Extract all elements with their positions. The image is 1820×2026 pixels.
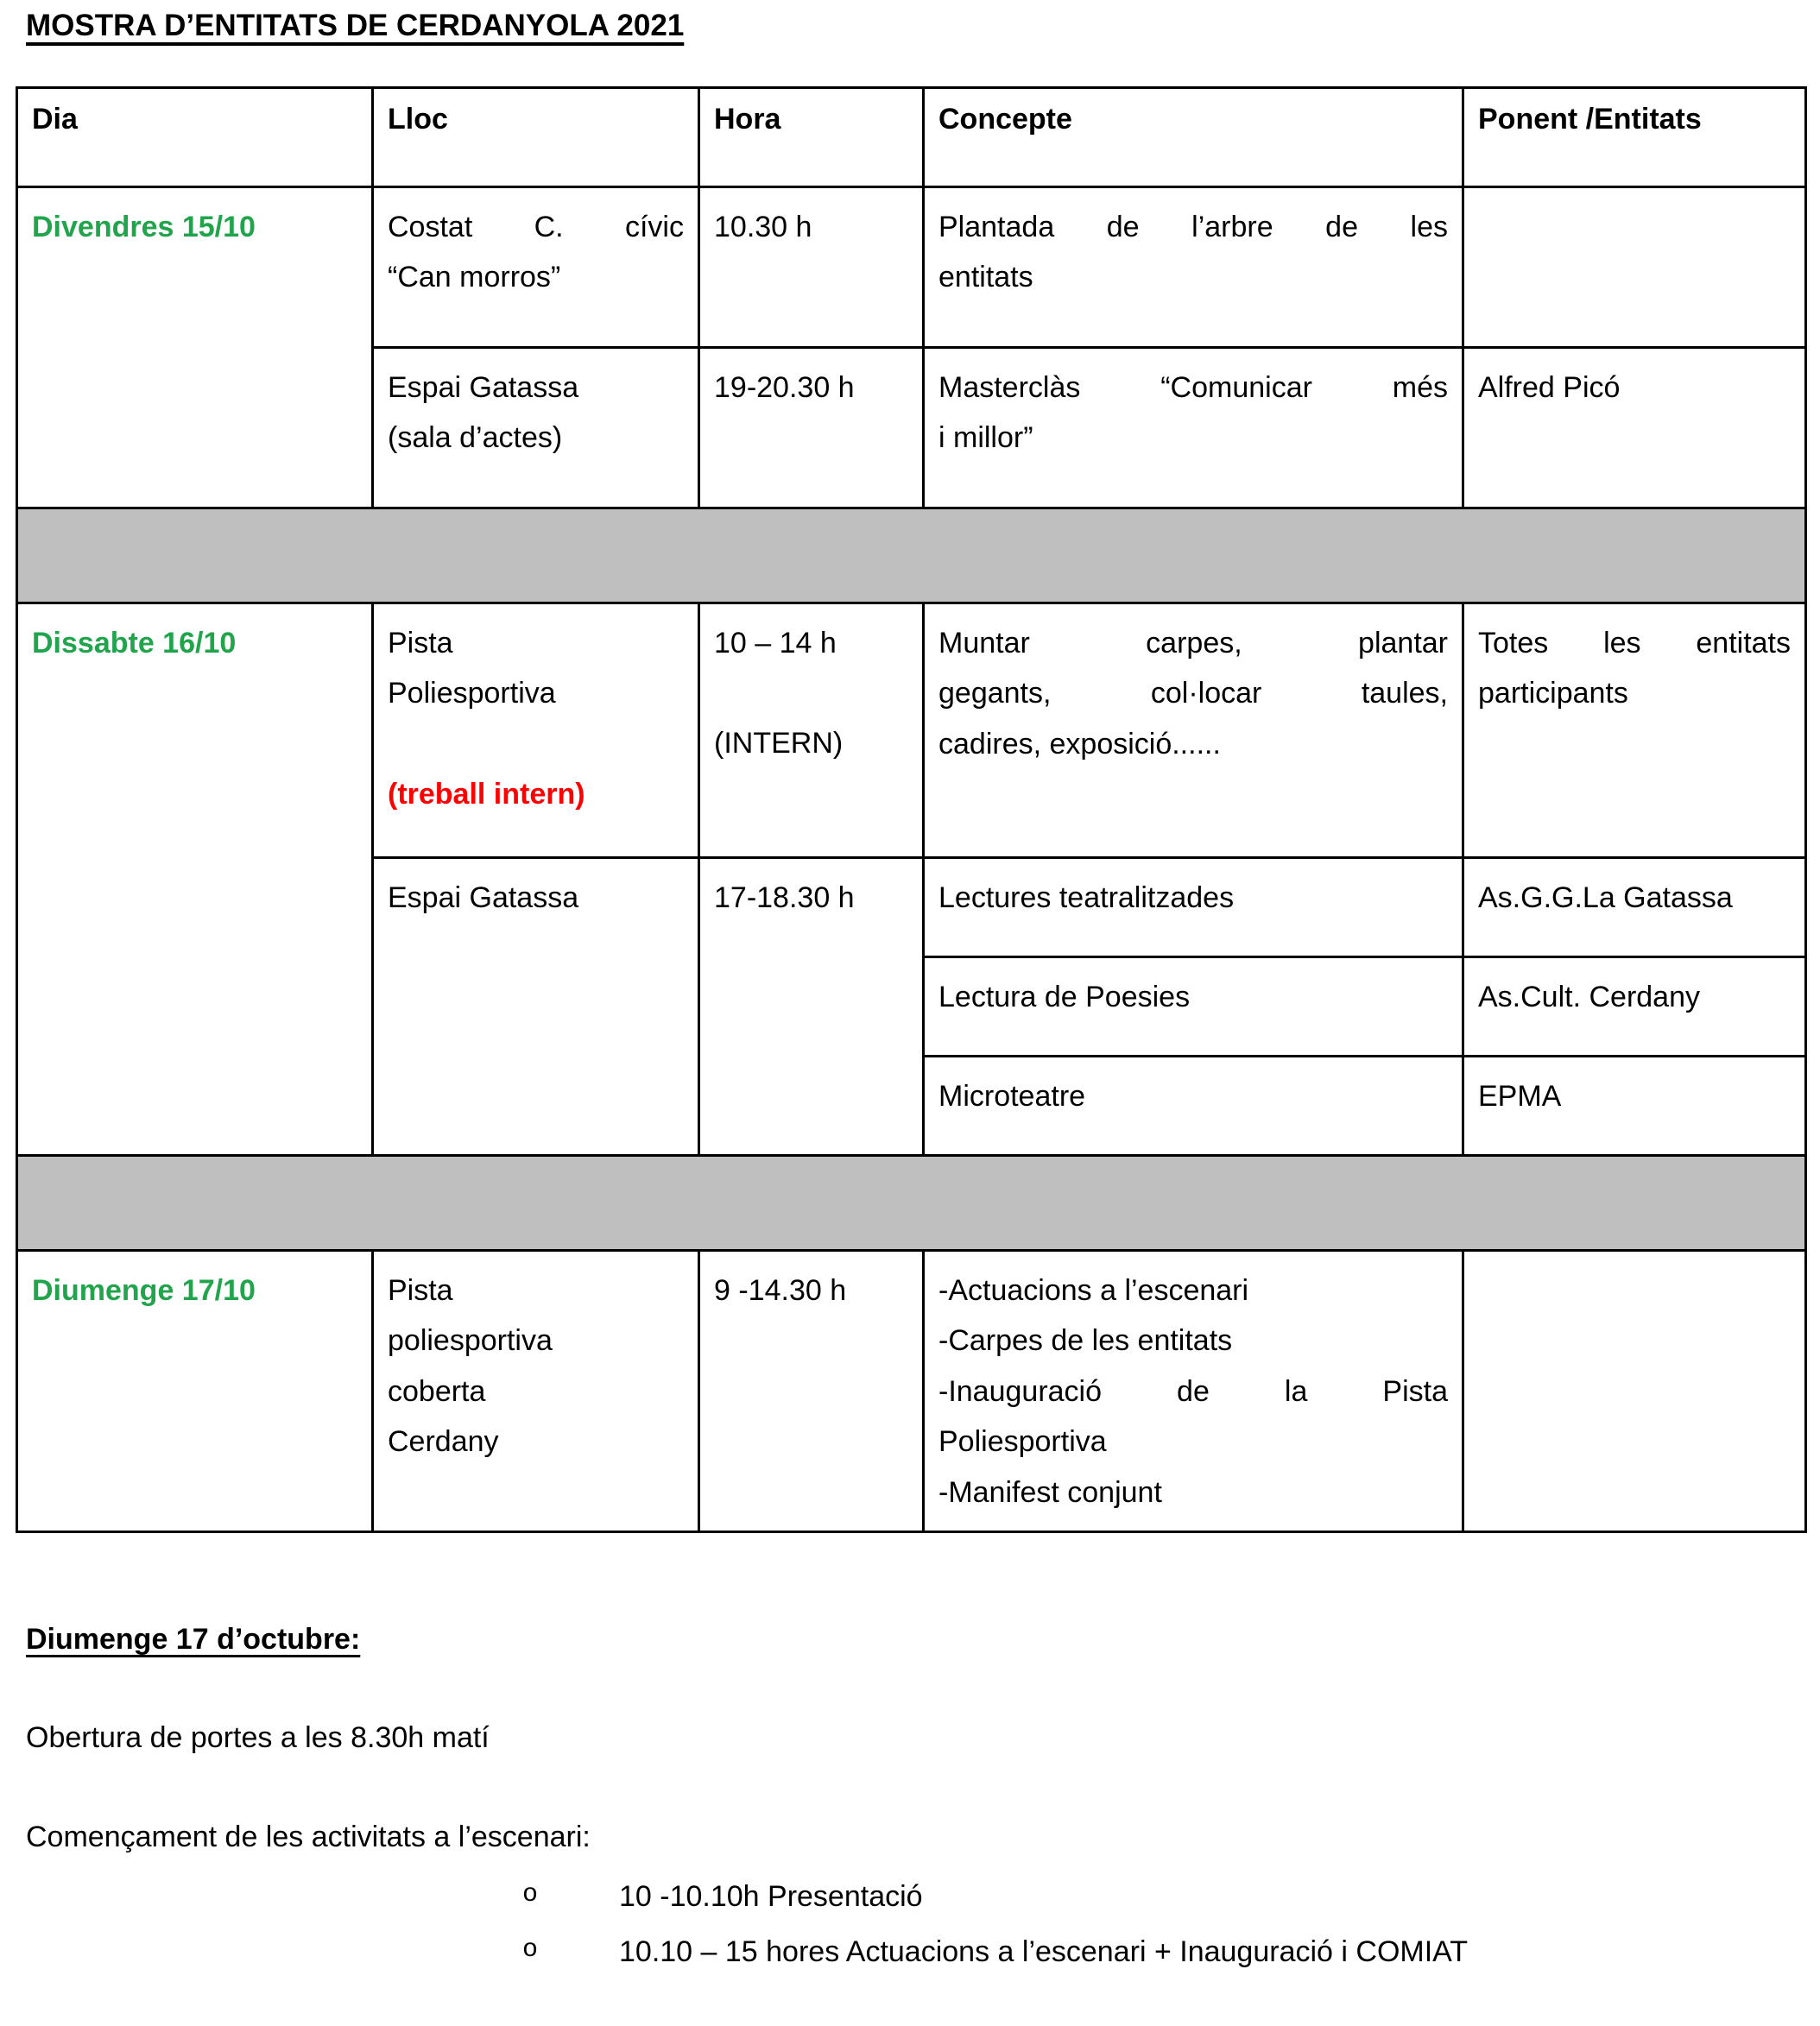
cell-dissabte1-lloc bbox=[373, 603, 699, 858]
col-header-dia: Dia bbox=[17, 88, 373, 187]
concepte-line: Lectures teatralitzades bbox=[938, 881, 1235, 914]
lloc-line: (sala d’actes) bbox=[388, 421, 563, 455]
separator-band bbox=[17, 508, 1806, 603]
concepte-line: entitats bbox=[938, 261, 1033, 294]
concepte-line: Lectura de Poesies bbox=[938, 981, 1191, 1013]
ponent-value: Alfred Picó bbox=[1478, 371, 1621, 404]
col-header-lloc: Lloc bbox=[373, 88, 699, 187]
cell-divendres1-ponent bbox=[1463, 187, 1806, 348]
separator-row-1 bbox=[17, 508, 1806, 603]
table-row-dissabte-1 bbox=[17, 603, 1806, 858]
lloc-line: Espai Gatassa bbox=[388, 371, 579, 404]
ponent-line: participants bbox=[1478, 677, 1628, 710]
cell-dissabte2-ponent-1 bbox=[1463, 858, 1806, 957]
schedule-table bbox=[16, 86, 1807, 1533]
cell-dissabte-day bbox=[17, 603, 373, 1156]
ponent-value: EPMA bbox=[1478, 1080, 1562, 1113]
lloc-line: Poliesportiva bbox=[388, 677, 556, 710]
cell-dissabte2-ponent-2 bbox=[1463, 957, 1806, 1057]
day-label-divendres: Divendres 15/10 bbox=[32, 211, 256, 243]
cell-dissabte2-hora bbox=[699, 858, 924, 1156]
bullet-text: 10.10 – 15 hores Actuacions a l’escenari + Inauguració i COMIAT bbox=[619, 1935, 1469, 1969]
header-row bbox=[17, 88, 1806, 187]
lloc-line: poliesportiva bbox=[388, 1324, 553, 1358]
hora-value: 19-20.30 h bbox=[714, 371, 855, 404]
cell-divendres2-lloc bbox=[373, 348, 699, 508]
cell-dissabte2-lloc bbox=[373, 858, 699, 1156]
cell-divendres2-ponent bbox=[1463, 348, 1806, 508]
cell-dissabte2-concepte-1 bbox=[924, 858, 1463, 957]
concepte-line: Poliesportiva bbox=[938, 1425, 1107, 1459]
hora-value: 17-18.30 h bbox=[714, 881, 855, 914]
footer-heading: Diumenge 17 d’octubre: bbox=[26, 1623, 361, 1656]
lloc-line: Espai Gatassa bbox=[388, 881, 579, 914]
footer-section bbox=[26, 1623, 1820, 1970]
col-header-concepte: Concepte bbox=[924, 88, 1463, 187]
footer-line-obertura: Obertura de portes a les 8.30h matí bbox=[26, 1721, 490, 1754]
col-header-hora: Hora bbox=[699, 88, 924, 187]
cell-dissabte2-concepte-3 bbox=[924, 1057, 1463, 1156]
cell-diumenge-ponent bbox=[1463, 1251, 1806, 1532]
cell-diumenge-day bbox=[17, 1251, 373, 1532]
concepte-line: Masterclàs “Comunicar més bbox=[938, 371, 1448, 404]
concepte-line: gegants, col·locar taules, bbox=[938, 677, 1448, 710]
cell-divendres2-hora bbox=[699, 348, 924, 508]
hora-note: (INTERN) bbox=[714, 727, 844, 761]
list-item bbox=[26, 1934, 1820, 1970]
cell-dissabte1-ponent bbox=[1463, 603, 1806, 858]
lloc-line: Pista bbox=[388, 627, 453, 660]
blank-line bbox=[388, 719, 684, 769]
table-row-divendres-1 bbox=[17, 187, 1806, 348]
cell-diumenge-lloc bbox=[373, 1251, 699, 1532]
cell-dissabte1-concepte bbox=[924, 603, 1463, 858]
list-item bbox=[26, 1879, 1820, 1915]
cell-dissabte2-concepte-2 bbox=[924, 957, 1463, 1057]
concepte-line: -Inauguració de la Pista bbox=[938, 1374, 1448, 1408]
concepte-line: -Carpes de les entitats bbox=[938, 1324, 1233, 1358]
concepte-line: i millor” bbox=[938, 421, 1033, 455]
concepte-line: -Actuacions a l’escenari bbox=[938, 1274, 1249, 1307]
table-row-diumenge bbox=[17, 1251, 1806, 1532]
bullet-circle-marker: o bbox=[522, 1935, 539, 1966]
concepte-line: cadires, exposició...... bbox=[938, 727, 1221, 761]
doc-title: MOSTRA D’ENTITATS DE CERDANYOLA 2021 bbox=[26, 9, 685, 42]
hora-value: 9 -14.30 h bbox=[714, 1274, 847, 1307]
separator-band bbox=[17, 1156, 1806, 1251]
bullet-circle-marker: o bbox=[522, 1879, 539, 1909]
cell-divendres1-concepte bbox=[924, 187, 1463, 348]
col-header-ponent: Ponent /Entitats bbox=[1463, 88, 1806, 187]
ponent-value: As.Cult. Cerdany bbox=[1478, 981, 1700, 1013]
lloc-line: coberta bbox=[388, 1374, 486, 1408]
cell-dissabte1-hora bbox=[699, 603, 924, 858]
cell-divendres2-concepte bbox=[924, 348, 1463, 508]
footer-bullet-list bbox=[26, 1879, 1820, 1971]
ponent-value: As.G.G.La Gatassa bbox=[1478, 881, 1733, 914]
concepte-line: Plantada de l’arbre de les bbox=[938, 211, 1448, 243]
cell-dissabte2-ponent-3 bbox=[1463, 1057, 1806, 1156]
hora-value: 10 – 14 h bbox=[714, 627, 837, 660]
blank-line bbox=[714, 668, 908, 718]
lloc-line: “Can morros” bbox=[388, 261, 561, 294]
lloc-line: Costat C. cívic bbox=[388, 211, 684, 243]
concepte-line: Muntar carpes, plantar bbox=[938, 627, 1448, 660]
bullet-text: 10 -10.10h Presentació bbox=[619, 1879, 923, 1913]
footer-line-comencament: Començament de les activitats a l’escenari: bbox=[26, 1820, 591, 1853]
cell-diumenge-hora bbox=[699, 1251, 924, 1532]
separator-row-2 bbox=[17, 1156, 1806, 1251]
cell-divendres-day bbox=[17, 187, 373, 508]
lloc-line: Cerdany bbox=[388, 1425, 499, 1459]
concepte-line: Microteatre bbox=[938, 1080, 1086, 1113]
cell-diumenge-concepte bbox=[924, 1251, 1463, 1532]
cell-divendres1-lloc bbox=[373, 187, 699, 348]
cell-divendres1-hora bbox=[699, 187, 924, 348]
lloc-note-red: (treball intern) bbox=[388, 777, 585, 811]
concepte-line: -Manifest conjunt bbox=[938, 1475, 1162, 1509]
document-page bbox=[0, 9, 1820, 2026]
hora-value: 10.30 h bbox=[714, 211, 812, 243]
ponent-line: Totes les entitats bbox=[1478, 627, 1791, 660]
lloc-line: Pista bbox=[388, 1274, 453, 1307]
day-label-diumenge: Diumenge 17/10 bbox=[32, 1274, 256, 1307]
day-label-dissabte: Dissabte 16/10 bbox=[32, 627, 237, 660]
